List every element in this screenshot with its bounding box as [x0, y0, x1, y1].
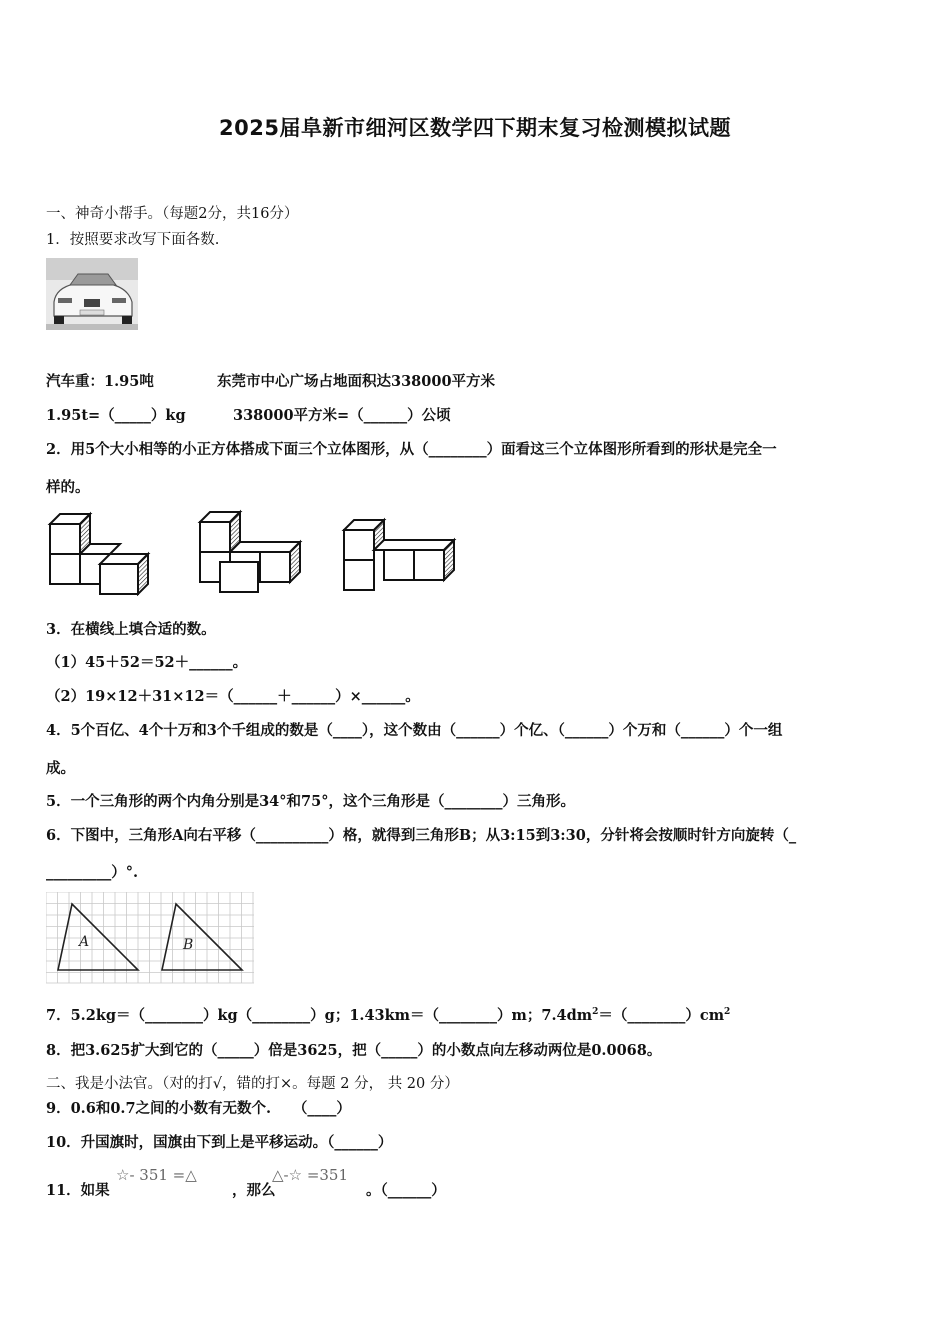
question-4-line2: 成。	[46, 760, 75, 777]
question-11-middle: ，那么	[232, 1182, 276, 1199]
question-8: 8．把3.625扩大到它的（_____）倍是3625，把（_____）的小数点向左移动两位是0.0068。	[46, 1042, 662, 1059]
page-title: 2025届阜新市细河区数学四下期末复习检测模拟试题	[219, 116, 731, 140]
cube-figure-2	[200, 512, 300, 592]
triangle-grid	[46, 892, 256, 984]
question-11-prefix: 11．如果	[46, 1182, 110, 1199]
question-1b: 338000平方米=（______）公顷	[233, 407, 451, 424]
question-5: 5．一个三角形的两个内角分别是34°和75°，这个三角形是（________）三角形。	[46, 793, 575, 810]
cube-figures	[46, 508, 466, 596]
area-text: 东莞市中心广场占地面积达338000平方米	[217, 373, 496, 390]
triangle-b-label: B	[183, 937, 194, 953]
question-2-line2: 样的。	[46, 479, 90, 496]
question-2-line1: 2．用5个大小相等的小正方体搭成下面三个立体图形，从（________）面看这三个立体图形所看到的形状是完全一	[46, 441, 777, 458]
question-3-1: （1）45＋52＝52＋______。	[46, 654, 248, 671]
question-6-line1: 6．下图中，三角形A向右平移（__________）格，就得到三角形B；从3:15到3:30，分针将会按顺时针方向旋转（_	[46, 827, 797, 844]
question-6-line2: _________）°.	[46, 864, 139, 881]
cube-figure-1	[50, 514, 148, 594]
question-7: 7．5.2kg＝（________）kg（________）g；1.43km＝（________）m；$7.4dm^2=(\_\_\_\_\_\_\_\_)cm^2$	[46, 1007, 731, 1024]
section-1-heading: 一、神奇小帮手。（每题2分，共16分）	[46, 206, 299, 222]
question-11-suffix: 。（______）	[366, 1182, 446, 1199]
triangle-a-label: A	[79, 934, 90, 950]
question-4-line1: 4．5个百亿、4个十万和3个千组成的数是（____），这个数由（______）个亿、（______）个万和（______）个一组	[46, 722, 783, 739]
question-11-formula-1: ☆- 351 =△	[116, 1166, 197, 1184]
question-3-2: （2）19×12＋31×12＝（______＋______）×______。	[46, 688, 420, 705]
question-3: 3．在横线上填合适的数。	[46, 621, 216, 638]
car-weight-text: 汽车重：1.95吨	[46, 373, 154, 390]
cube-figure-3	[344, 520, 454, 590]
section-2-heading: 二、我是小法官。（对的打√，错的打×。每题 2 分， 共 20 分）	[46, 1076, 459, 1092]
question-11-formula-2: △-☆ =351	[272, 1166, 349, 1184]
question-10: 10．升国旗时，国旗由下到上是平移运动。（______）	[46, 1134, 393, 1151]
question-1: 1．按照要求改写下面各数.	[46, 232, 220, 248]
question-9: 9．0.6和0.7之间的小数有无数个. （____）	[46, 1100, 351, 1117]
triangle-a	[58, 904, 138, 970]
question-1a: 1.95t=（_____）kg	[46, 407, 186, 424]
car-image	[46, 258, 138, 330]
